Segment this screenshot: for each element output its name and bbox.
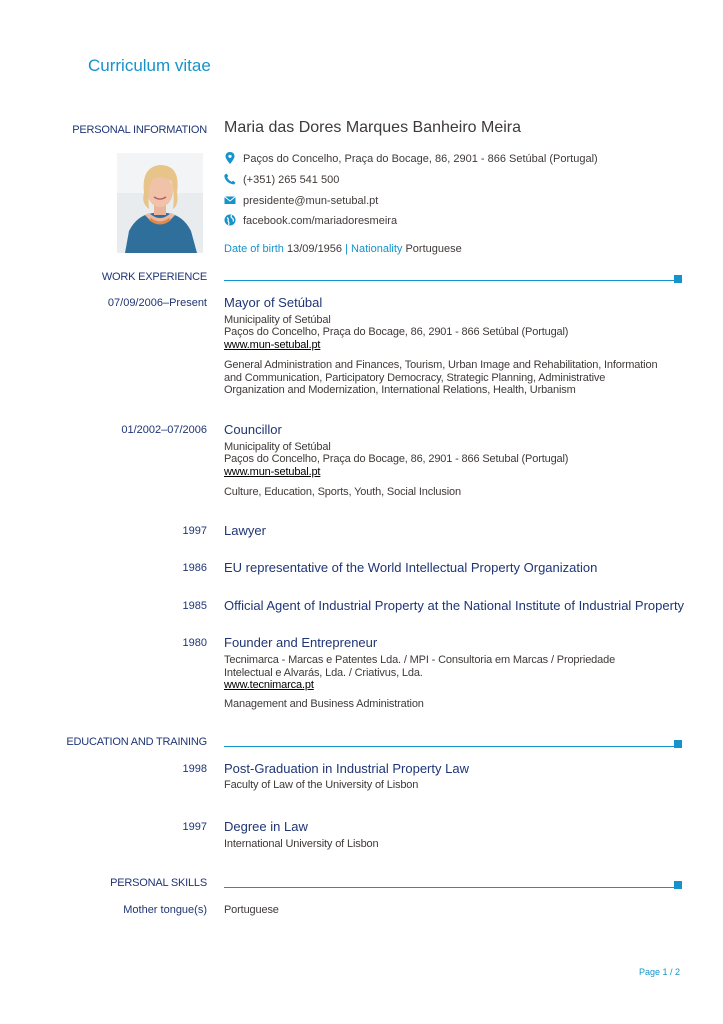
work-position: Lawyer	[224, 523, 266, 538]
mother-tongue-value: Portuguese	[224, 904, 279, 916]
contact-facebook[interactable]	[224, 214, 397, 227]
location-pin-icon	[224, 152, 236, 164]
work-position: Official Agent of Industrial Property at the National Institute of Industrial Property	[224, 598, 685, 613]
work-date: 1980	[182, 637, 207, 649]
work-employer: Tecnimarca - Marcas e Patentes Lda. / MPI - Consultoria em Marcas / Propriedade Intelectual e Alvarás, Lda. / Criativus, Lda.	[224, 654, 616, 679]
phone-text: (+351) 265 541 500	[243, 174, 340, 186]
section-divider-work	[224, 280, 674, 281]
phone-icon	[224, 173, 236, 185]
section-marker-work	[674, 275, 682, 283]
birth-nationality-line	[224, 243, 462, 255]
work-employer: Municipality of Setúbal	[224, 314, 331, 326]
nationality-label: Nationality	[351, 243, 403, 255]
work-website	[224, 679, 664, 692]
work-position: EU representative of the World Intellectual Property Organization	[224, 560, 598, 575]
section-label-education: EDUCATION AND TRAINING	[66, 736, 207, 748]
facebook-text[interactable]: facebook.com/mariadoresmeira	[243, 215, 398, 227]
work-date: 1986	[182, 562, 207, 574]
section-marker-education	[674, 740, 682, 748]
page-number: Page 1 / 2	[639, 967, 681, 977]
email-text[interactable]: presidente@mun-setubal.pt	[243, 195, 379, 207]
section-divider-skills	[224, 887, 674, 888]
email-icon	[224, 194, 236, 206]
dob-value: 13/09/1956	[286, 243, 343, 255]
work-description: Culture, Education, Sports, Youth, Social Inclusion	[224, 486, 461, 498]
dob-label: Date of birth	[224, 243, 284, 255]
education-institution: International University of Lisbon	[224, 838, 379, 850]
education-institution: Faculty of Law of the University of Lisbon	[224, 779, 419, 791]
work-position: Founder and Entrepreneur	[224, 635, 378, 650]
education-date: 1998	[182, 763, 207, 775]
section-label-work-experience: WORK EXPERIENCE	[101, 271, 207, 283]
work-description: General Administration and Finances, Tourism, Urban Image and Rehabilitation, Information and Communication, Participatory Democracy, Strategic Planning, Administrative Organization and Modernization, International Relations, Health, Urbanism	[224, 359, 658, 396]
work-position: Mayor of Setúbal	[224, 295, 323, 310]
work-website	[224, 466, 664, 479]
work-address: Paços do Concelho, Praça do Bocage, 86, 2901 - 866 Setúbal (Portugal)	[224, 326, 569, 338]
website-link[interactable]: www.mun-setubal.pt	[224, 339, 321, 351]
education-title: Degree in Law	[224, 819, 308, 834]
website-link[interactable]: www.mun-setubal.pt	[224, 466, 321, 478]
contact-address	[224, 152, 598, 165]
globe-icon	[224, 214, 236, 226]
work-employer: Municipality of Setúbal	[224, 441, 331, 453]
website-link[interactable]: www.tecnimarca.pt	[224, 679, 314, 691]
education-title: Post-Graduation in Industrial Property Law	[224, 761, 469, 776]
section-label-personal-skills: PERSONAL SKILLS	[110, 877, 207, 889]
address-text: Paços do Concelho, Praça do Bocage, 86, 2901 - 866 Setúbal (Portugal)	[243, 153, 598, 165]
work-date: 07/09/2006–Present	[107, 297, 207, 309]
work-website	[224, 339, 664, 352]
work-address: Paços do Concelho, Praça do Bocage, 86, 2901 - 866 Setubal (Portugal)	[224, 453, 569, 465]
cv-title: Curriculum vitae	[88, 56, 211, 75]
person-name: Maria das Dores Marques Banheiro Meira	[224, 119, 522, 136]
mother-tongue-label: Mother tongue(s)	[123, 904, 207, 916]
contact-phone	[224, 173, 339, 186]
work-date: 1985	[182, 600, 207, 612]
contact-email[interactable]	[224, 194, 378, 207]
education-date: 1997	[182, 821, 207, 833]
section-label-personal-information: PERSONAL INFORMATION	[72, 124, 207, 136]
section-marker-skills	[674, 881, 682, 889]
separator: |	[345, 243, 348, 255]
profile-photo	[117, 153, 203, 253]
work-position: Councillor	[224, 422, 282, 437]
section-divider-education	[224, 746, 674, 747]
work-date: 01/2002–07/2006	[121, 424, 207, 436]
work-description: Management and Business Administration	[224, 698, 424, 710]
work-date: 1997	[182, 525, 207, 537]
nationality-value: Portuguese	[405, 243, 462, 255]
